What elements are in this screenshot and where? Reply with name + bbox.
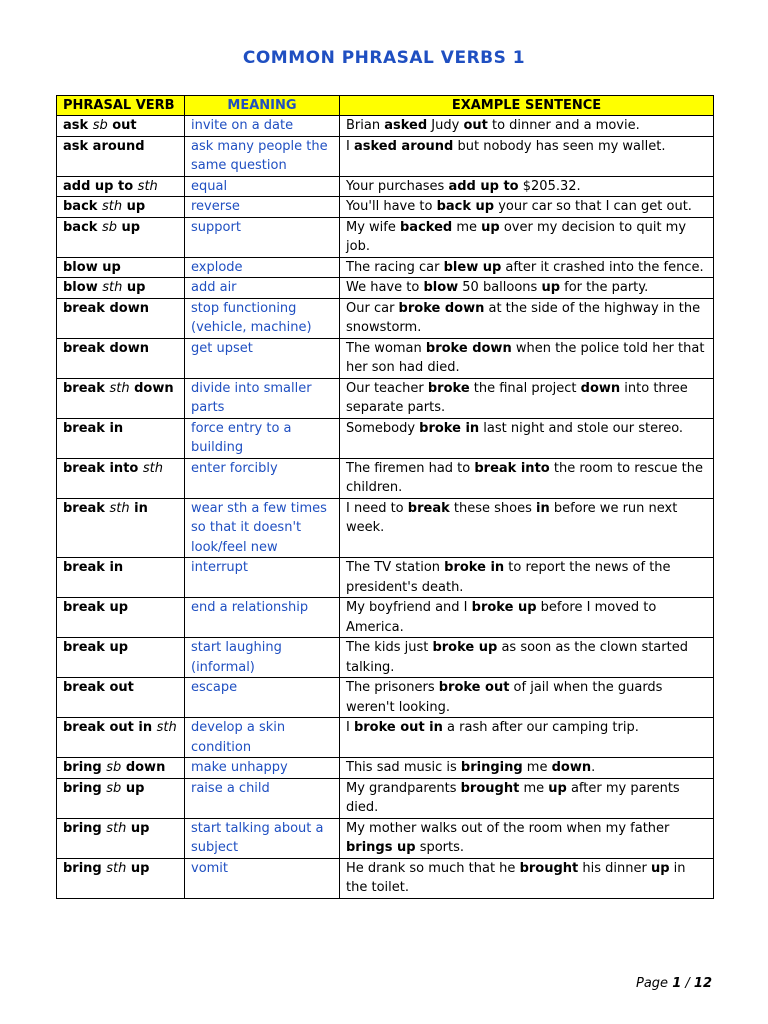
phrasal-verb-cell <box>57 638 185 678</box>
verb-text: break out <box>63 680 134 695</box>
example-sentence-cell <box>340 217 714 257</box>
table-row <box>57 758 714 779</box>
example-sentence-cell <box>340 678 714 718</box>
highlighted-phrasal-verb: broke in <box>419 420 480 436</box>
sentence-text: after it crashed into the fence. <box>501 259 704 275</box>
sentence-text: 50 balloons <box>458 280 542 295</box>
table-row <box>57 858 714 898</box>
meaning-cell: get upset <box>185 338 340 378</box>
table-row <box>57 678 714 718</box>
sentence-text: The TV station <box>346 560 445 575</box>
phrasal-verb-cell <box>57 498 185 558</box>
example-sentence-cell <box>340 378 714 418</box>
object-placeholder: sth <box>106 820 127 836</box>
verb-text: break up <box>63 600 129 615</box>
sentence-text: The firemen had to <box>346 460 475 476</box>
object-placeholder: sth <box>106 860 127 876</box>
object-placeholder: sth <box>109 380 130 396</box>
sentence-text: me <box>522 760 552 775</box>
sentence-text: My boyfriend and I <box>346 600 472 615</box>
sentence-text: My wife <box>346 219 400 235</box>
example-sentence-cell <box>340 498 714 558</box>
page-separator: / <box>681 976 694 991</box>
highlighted-phrasal-verb: backed <box>400 219 453 235</box>
verb-text: blow up <box>63 259 121 275</box>
example-sentence-cell <box>340 116 714 137</box>
sentence-text: Brian <box>346 118 385 133</box>
object-placeholder: sth <box>156 720 177 735</box>
verb-text: break into <box>63 460 143 476</box>
phrasal-verb-cell <box>57 217 185 257</box>
phrasal-verb-cell <box>57 278 185 299</box>
table-row <box>57 458 714 498</box>
highlighted-phrasal-verb: asked around <box>353 138 454 154</box>
table-row <box>57 278 714 299</box>
sentence-text: $205.32. <box>518 178 581 194</box>
highlighted-phrasal-verb: break <box>407 500 450 516</box>
example-sentence-cell <box>340 257 714 278</box>
sentence-text: The racing car <box>346 259 444 275</box>
phrasal-verb-cell <box>57 338 185 378</box>
table-row <box>57 136 714 176</box>
header-meaning: MEANING <box>185 96 340 116</box>
verb-text: down <box>129 380 174 396</box>
meaning-cell: support <box>185 217 340 257</box>
example-sentence-cell <box>340 338 714 378</box>
example-sentence-cell <box>340 718 714 758</box>
verb-text: blow <box>63 280 103 295</box>
phrasal-verb-cell <box>57 116 185 137</box>
example-sentence-cell <box>340 598 714 638</box>
meaning-cell: stop functioning (vehicle, machine) <box>185 298 340 338</box>
header-example-sentence: EXAMPLE SENTENCE <box>340 96 714 116</box>
table-row <box>57 197 714 218</box>
example-sentence-cell <box>340 418 714 458</box>
verb-text: break down <box>63 340 149 356</box>
sentence-text: Our teacher <box>346 380 428 396</box>
object-placeholder: sb <box>106 780 122 796</box>
highlighted-phrasal-verb: out <box>463 118 488 133</box>
highlighted-phrasal-verb: broke out <box>438 680 510 695</box>
verb-text: up <box>126 860 150 876</box>
sentence-text: I <box>346 138 354 154</box>
meaning-cell: add air <box>185 278 340 299</box>
highlighted-phrasal-verb: broke in <box>444 560 505 575</box>
sentence-text: but nobody has seen my wallet. <box>453 138 666 154</box>
sentence-text: into three separate parts. <box>346 380 688 415</box>
meaning-cell: make unhappy <box>185 758 340 779</box>
sentence-text: This sad music is <box>346 760 461 775</box>
table-header-row <box>57 96 714 116</box>
sentence-text: the final project <box>469 380 581 396</box>
phrasal-verb-cell <box>57 458 185 498</box>
phrasal-verb-cell <box>57 818 185 858</box>
phrasal-verb-cell <box>57 718 185 758</box>
highlighted-phrasal-verb: broke down <box>398 300 485 316</box>
verb-text: bring <box>63 780 107 796</box>
phrasal-verb-cell <box>57 197 185 218</box>
sentence-text: as soon as the clown started talking. <box>346 640 688 675</box>
example-sentence-cell <box>340 298 714 338</box>
example-sentence-cell <box>340 458 714 498</box>
page-total: 12 <box>693 976 712 991</box>
phrasal-verb-cell <box>57 257 185 278</box>
highlighted-phrasal-verb: bringing <box>460 760 523 775</box>
example-sentence-cell <box>340 638 714 678</box>
verb-text: up <box>121 780 145 796</box>
table-row <box>57 298 714 338</box>
verb-text: break <box>63 500 110 516</box>
table-row <box>57 116 714 137</box>
meaning-cell: escape <box>185 678 340 718</box>
phrasal-verb-cell <box>57 136 185 176</box>
sentence-text: the room to rescue the children. <box>346 460 703 495</box>
highlighted-phrasal-verb: up <box>650 860 670 876</box>
verb-text: down <box>121 760 166 775</box>
table-row <box>57 718 714 758</box>
sentence-text: I need to <box>346 500 408 516</box>
sentence-text: me <box>519 780 549 796</box>
sentence-text: Somebody <box>346 420 420 436</box>
sentence-text: The woman <box>346 340 426 356</box>
verb-text: break out in <box>63 720 157 735</box>
phrasal-verb-cell <box>57 176 185 197</box>
table-row <box>57 818 714 858</box>
sentence-text: a rash after our camping trip. <box>442 720 639 735</box>
highlighted-phrasal-verb: broke out in <box>353 720 443 735</box>
meaning-cell: explode <box>185 257 340 278</box>
page-indicator <box>636 976 712 991</box>
meaning-cell: develop a skin condition <box>185 718 340 758</box>
highlighted-phrasal-verb: break into <box>474 460 550 476</box>
sentence-text: over my decision to quit my job. <box>346 219 687 254</box>
verb-text: ask <box>63 118 93 133</box>
sentence-text: sports. <box>415 840 465 855</box>
verb-text: break in <box>63 420 124 436</box>
meaning-cell: vomit <box>185 858 340 898</box>
highlighted-phrasal-verb: up <box>481 219 500 235</box>
table-row <box>57 418 714 458</box>
verb-text: back <box>63 219 102 235</box>
meaning-cell: start laughing (informal) <box>185 638 340 678</box>
page-current: 1 <box>672 976 682 991</box>
example-sentence-cell <box>340 136 714 176</box>
verb-text: up <box>117 219 141 235</box>
highlighted-phrasal-verb: brought <box>460 780 520 796</box>
highlighted-phrasal-verb: brought <box>519 860 579 876</box>
sentence-text: We have to <box>346 280 424 295</box>
meaning-cell: equal <box>185 176 340 197</box>
table-row <box>57 498 714 558</box>
meaning-cell: end a relationship <box>185 598 340 638</box>
meaning-cell: wear sth a few times so that it doesn't look/feel new <box>185 498 340 558</box>
verb-text: bring <box>63 860 107 876</box>
example-sentence-cell <box>340 818 714 858</box>
sentence-text: his dinner <box>578 860 651 876</box>
phrasal-verb-cell <box>57 598 185 638</box>
highlighted-phrasal-verb: down <box>551 760 592 775</box>
object-placeholder: sb <box>101 219 117 235</box>
phrasal-verb-cell <box>57 778 185 818</box>
table-row <box>57 558 714 598</box>
table-row <box>57 598 714 638</box>
meaning-cell: interrupt <box>185 558 340 598</box>
phrasal-verb-cell <box>57 558 185 598</box>
sentence-text: for the party. <box>560 280 649 295</box>
sentence-text: Our car <box>346 300 399 316</box>
table-row <box>57 638 714 678</box>
sentence-text: I <box>346 720 354 735</box>
verb-text: bring <box>63 760 107 775</box>
verb-text: bring <box>63 820 107 836</box>
table-row <box>57 176 714 197</box>
example-sentence-cell <box>340 778 714 818</box>
sentence-text: . <box>591 760 596 775</box>
object-placeholder: sb <box>92 118 108 133</box>
sentence-text: The kids just <box>346 640 433 655</box>
highlighted-phrasal-verb: up <box>541 280 561 295</box>
sentence-text: these shoes <box>449 500 536 516</box>
object-placeholder: sth <box>137 178 158 194</box>
example-sentence-cell <box>340 176 714 197</box>
sentence-text: last night and stole our stereo. <box>479 420 684 436</box>
phrasal-verbs-table <box>56 95 714 899</box>
sentence-text: You'll have to <box>346 199 437 214</box>
table-row <box>57 217 714 257</box>
meaning-cell: divide into smaller parts <box>185 378 340 418</box>
verb-text: up <box>126 820 150 836</box>
verb-text: back <box>63 199 102 214</box>
page-prefix: Page <box>636 976 673 991</box>
verb-text: add up to <box>63 178 138 194</box>
highlighted-phrasal-verb: brings up <box>346 840 416 855</box>
verb-text: ask around <box>63 138 145 154</box>
phrasal-verb-cell <box>57 758 185 779</box>
table-row <box>57 778 714 818</box>
sentence-text: to report the news of the president's death. <box>346 560 671 595</box>
sentence-text: My grandparents <box>346 780 461 796</box>
verb-text: up <box>122 280 146 295</box>
table-row <box>57 338 714 378</box>
verb-text: break down <box>63 300 149 316</box>
meaning-cell: reverse <box>185 197 340 218</box>
sentence-text: The prisoners <box>346 680 439 695</box>
highlighted-phrasal-verb: broke up <box>432 640 498 655</box>
page-title: COMMON PHRASAL VERBS 1 <box>242 48 526 68</box>
phrasal-verb-cell <box>57 298 185 338</box>
highlighted-phrasal-verb: asked <box>384 118 428 133</box>
sentence-text: me <box>452 219 482 235</box>
example-sentence-cell <box>340 278 714 299</box>
highlighted-phrasal-verb: up <box>548 780 567 796</box>
phrasal-verb-cell <box>57 678 185 718</box>
sentence-text: Your purchases <box>346 178 449 194</box>
sentence-text: in the toilet. <box>346 860 686 895</box>
meaning-cell: start talking about a subject <box>185 818 340 858</box>
sentence-text: your car so that I can get out. <box>494 199 692 214</box>
phrasal-verb-cell <box>57 378 185 418</box>
object-placeholder: sth <box>109 500 130 516</box>
sentence-text: at the side of the highway in the snowstorm. <box>346 300 701 335</box>
sentence-text: Judy <box>427 118 464 133</box>
meaning-cell: invite on a date <box>185 116 340 137</box>
sentence-text: My mother walks out of the room when my father <box>346 820 670 836</box>
example-sentence-cell <box>340 758 714 779</box>
table-row <box>57 378 714 418</box>
phrasal-verb-cell <box>57 858 185 898</box>
verb-text: break up <box>63 640 129 655</box>
sentence-text: before we run next week. <box>346 500 678 535</box>
sentence-text: after my parents died. <box>346 780 680 815</box>
highlighted-phrasal-verb: back up <box>436 199 495 214</box>
sentence-text: He drank so much that he <box>346 860 520 876</box>
verb-text: break <box>63 380 110 396</box>
sentence-text: before I moved to America. <box>346 600 657 635</box>
highlighted-phrasal-verb: broke up <box>471 600 537 615</box>
highlighted-phrasal-verb: down <box>580 380 621 396</box>
verb-text: out <box>107 118 137 133</box>
meaning-cell: enter forcibly <box>185 458 340 498</box>
example-sentence-cell <box>340 197 714 218</box>
table-row <box>57 257 714 278</box>
object-placeholder: sth <box>101 199 123 214</box>
example-sentence-cell <box>340 858 714 898</box>
header-phrasal-verb: PHRASAL VERB <box>57 96 185 116</box>
meaning-cell: raise a child <box>185 778 340 818</box>
meaning-cell: ask many people the same question <box>185 136 340 176</box>
highlighted-phrasal-verb: broke down <box>425 340 512 356</box>
sentence-text: when the police told her that her son had died. <box>346 340 705 375</box>
highlighted-phrasal-verb: broke <box>427 380 470 396</box>
verb-text: up <box>122 199 146 214</box>
phrasal-verb-cell <box>57 418 185 458</box>
verb-text: in <box>129 500 148 516</box>
highlighted-phrasal-verb: in <box>535 500 550 516</box>
example-sentence-cell <box>340 558 714 598</box>
object-placeholder: sth <box>102 280 123 295</box>
object-placeholder: sth <box>142 460 163 476</box>
sentence-text: to dinner and a movie. <box>487 118 640 133</box>
highlighted-phrasal-verb: blow <box>423 280 459 295</box>
meaning-cell: force entry to a building <box>185 418 340 458</box>
object-placeholder: sb <box>106 760 122 775</box>
highlighted-phrasal-verb: blew up <box>443 259 502 275</box>
sentence-text: of jail when the guards weren't looking. <box>346 680 663 715</box>
highlighted-phrasal-verb: add up to <box>448 178 519 194</box>
verb-text: break in <box>63 560 124 575</box>
